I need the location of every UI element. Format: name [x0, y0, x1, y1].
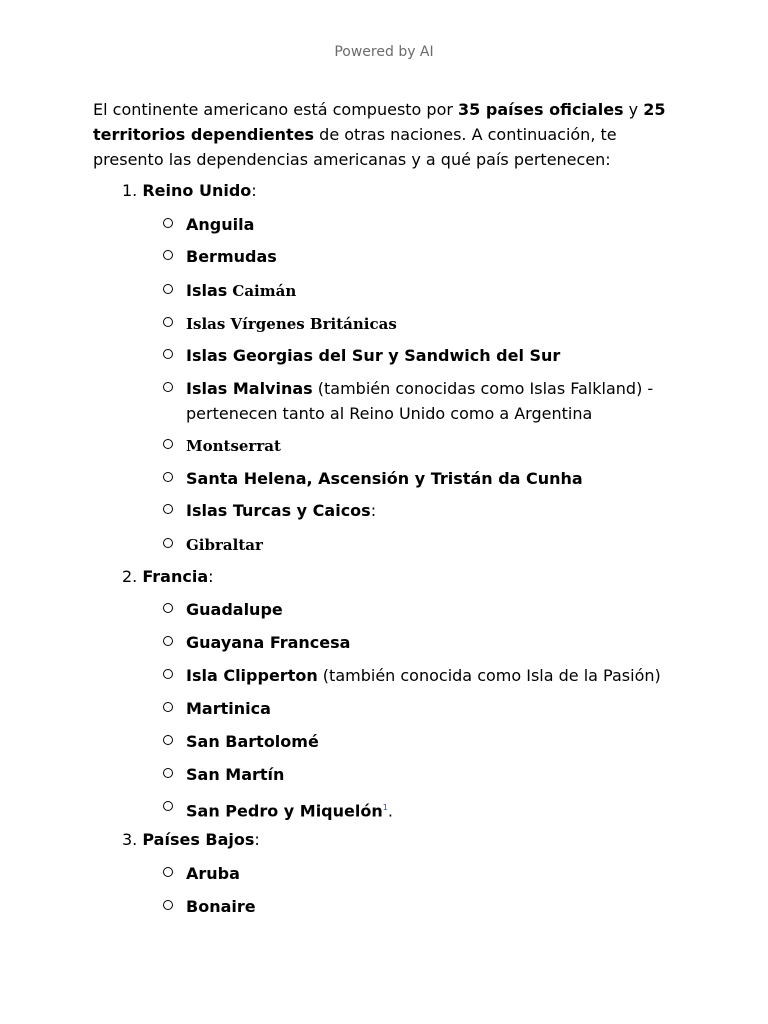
circle-bullet-icon — [163, 702, 173, 712]
intro-bold-2: 25 territorios dependientes — [93, 100, 666, 144]
list-item — [163, 729, 663, 754]
circle-bullet-icon — [163, 504, 173, 514]
section-number: 1. — [122, 181, 138, 200]
section-suffix: : — [254, 830, 260, 849]
item-note: (también conocida como Isla de la Pasión) — [317, 666, 661, 685]
list-item — [163, 861, 663, 886]
list-item — [163, 278, 663, 304]
list-item — [163, 696, 663, 721]
list-item — [163, 212, 663, 237]
item-name: Bermudas — [186, 247, 277, 266]
section-title: Reino Unido — [142, 181, 252, 200]
item-name: Anguila — [186, 215, 255, 234]
item-name: Bonaire — [186, 897, 256, 916]
list-item — [163, 376, 663, 426]
page-header: Powered by AI — [334, 44, 434, 60]
circle-bullet-icon — [163, 768, 173, 778]
circle-bullet-icon — [163, 472, 173, 482]
list-item — [163, 311, 663, 337]
item-name: San Martín — [186, 765, 285, 784]
item-name: Islas Georgias del Sur y Sandwich del Sur — [186, 346, 561, 365]
circle-bullet-icon — [163, 284, 173, 294]
list-item — [163, 244, 663, 269]
item-prefix: Islas — [186, 281, 228, 300]
item-name: Caimán — [232, 282, 297, 300]
item-name: Islas Turcas y Caicos — [186, 501, 371, 520]
list-item — [163, 532, 663, 558]
item-suffix: : — [370, 501, 377, 520]
list-item — [163, 597, 663, 622]
intro-bold-1: 35 países oficiales — [458, 100, 624, 119]
item-name: Guayana Francesa — [186, 633, 351, 652]
item-note: (también conocidas como Islas Falkland) - pertenecen tanto al Reino Unido como a Argentina — [186, 379, 654, 423]
intro-text-2: y — [623, 100, 644, 119]
item-name: Isla Clipperton — [186, 666, 318, 685]
section-suffix: : — [208, 567, 214, 586]
circle-bullet-icon — [163, 735, 173, 745]
item-name: Martinica — [186, 699, 271, 718]
item-name: Guadalupe — [186, 600, 283, 619]
list-item — [163, 498, 663, 523]
item-name: San Bartolomé — [186, 732, 319, 751]
list-item — [163, 894, 663, 919]
list-item — [163, 762, 663, 787]
section-suffix: : — [251, 181, 257, 200]
circle-bullet-icon — [163, 603, 173, 613]
circle-bullet-icon — [163, 317, 173, 327]
list-item — [163, 630, 663, 655]
list-item — [163, 343, 663, 368]
section-number: 3. — [122, 830, 138, 849]
item-name: Aruba — [186, 864, 240, 883]
intro-paragraph — [93, 97, 683, 172]
list-item — [163, 795, 663, 823]
circle-bullet-icon — [163, 538, 173, 548]
footnote-link[interactable]: 1 — [382, 803, 388, 812]
intro-text-1: El continente americano está compuesto por — [93, 100, 459, 119]
circle-bullet-icon — [163, 867, 173, 877]
item-name: San Pedro y Miquelón — [186, 801, 383, 821]
item-name: Islas Malvinas — [186, 379, 313, 398]
circle-bullet-icon — [163, 900, 173, 910]
item-name: Montserrat — [186, 437, 281, 455]
section-heading-paises-bajos — [122, 830, 260, 850]
section-heading-francia — [122, 567, 214, 587]
section-heading-reino-unido — [122, 181, 257, 201]
section-title: Francia — [142, 567, 209, 586]
circle-bullet-icon — [163, 669, 173, 679]
item-suffix: . — [387, 801, 393, 821]
intro-text-3: de otras naciones. A continuación, te presento las dependencias americanas y a qué país pertenecen: — [93, 125, 617, 169]
circle-bullet-icon — [163, 349, 173, 359]
list-item — [163, 466, 663, 491]
list-item — [163, 433, 663, 459]
item-name: Gibraltar — [186, 536, 263, 554]
circle-bullet-icon — [163, 439, 173, 449]
item-name: Islas Vírgenes Británicas — [186, 315, 397, 333]
circle-bullet-icon — [163, 636, 173, 646]
section-number: 2. — [122, 567, 138, 586]
circle-bullet-icon — [163, 801, 173, 811]
circle-bullet-icon — [163, 382, 173, 392]
section-title: Países Bajos — [142, 830, 255, 849]
item-name: Santa Helena, Ascensión y Tristán da Cunha — [186, 469, 583, 488]
list-item — [163, 663, 663, 688]
circle-bullet-icon — [163, 218, 173, 228]
circle-bullet-icon — [163, 250, 173, 260]
